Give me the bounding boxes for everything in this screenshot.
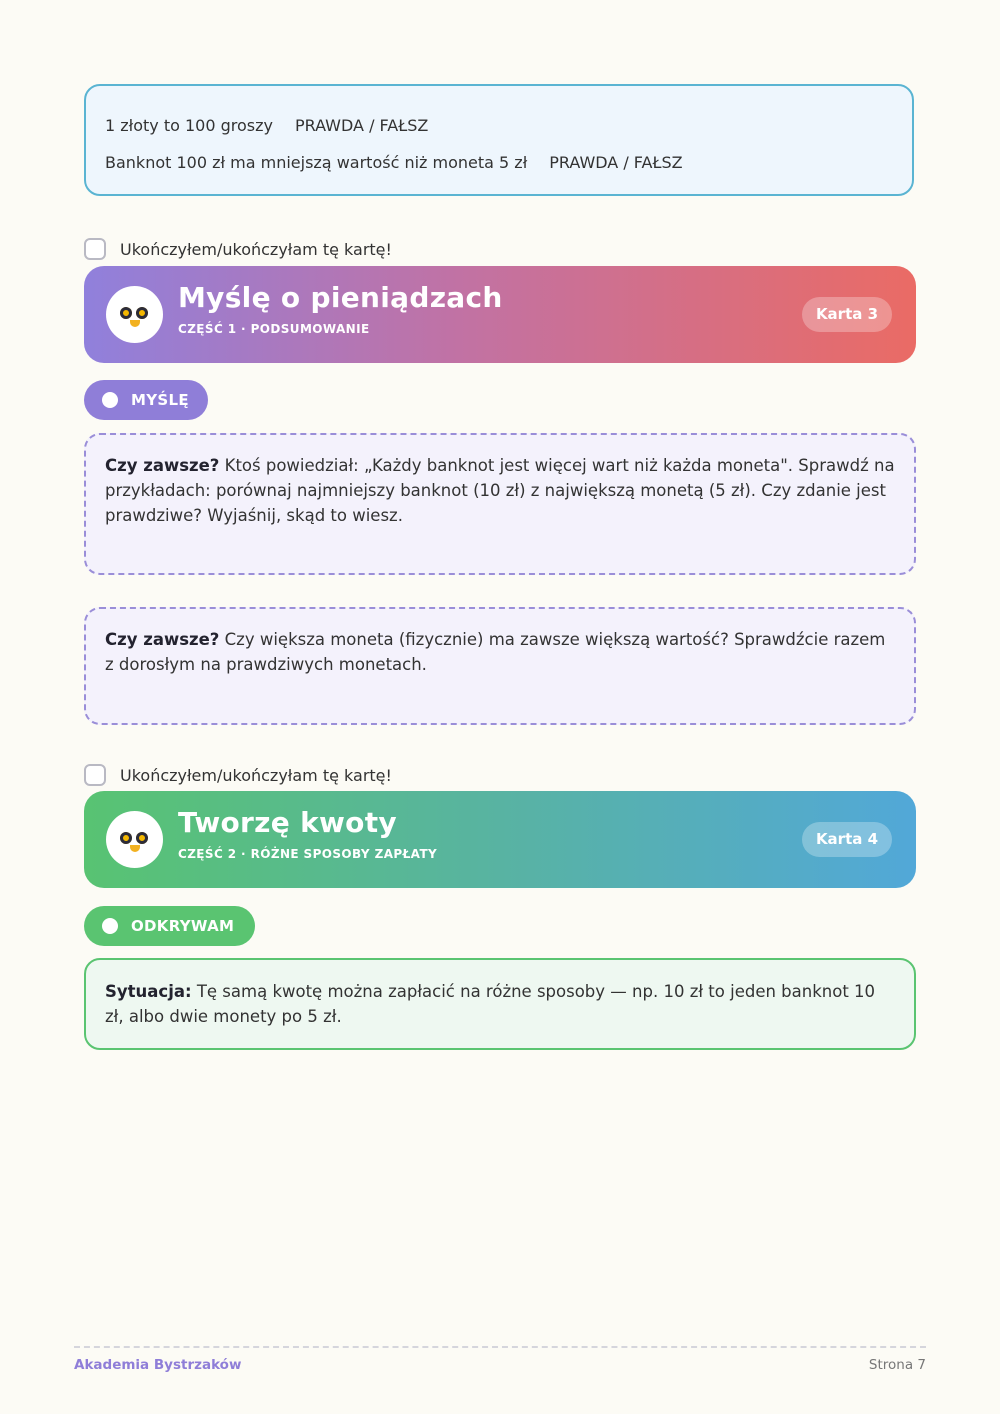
card-subtitle: CZĘŚĆ 1 · PODSUMOWANIE (178, 322, 370, 336)
card-title: Tworzę kwoty (178, 806, 397, 839)
tag-dot-icon (102, 918, 118, 934)
question-box (84, 433, 916, 575)
card-complete-row (84, 762, 392, 788)
question-text: Czy większa moneta (fizycznie) ma zawsze większą wartość? Sprawdźcie razem z dorosłym na prawdziwych monetach. (105, 630, 886, 674)
question-lead: Czy zawsze? (105, 630, 220, 649)
true-false-box (84, 84, 914, 196)
card-subtitle: CZĘŚĆ 2 · RÓŻNE SPOSOBY ZAPŁATY (178, 847, 438, 861)
question-text: Ktoś powiedział: „Każdy banknot jest więcej wart niż każda moneta". Sprawdź na przykładach: porównaj najmniejszy banknot (10 zł) z największą monetą (5 zł). Czy zdanie jest prawdziwe? Wyjaśnij, skąd to wiesz. (105, 456, 895, 525)
statement-text: 1 złoty to 100 groszy (105, 116, 273, 135)
card-title: Myślę o pieniądzach (178, 281, 503, 314)
completion-label: Ukończyłem/ukończyłam tę kartę! (120, 239, 392, 259)
section-tag-label: MYŚLĘ (131, 391, 189, 409)
card-header-banner (84, 266, 916, 363)
page-number: Strona 7 (868, 1357, 926, 1373)
true-false-answer[interactable]: PRAWDA / FAŁSZ (294, 116, 429, 135)
footer-brand: Akademia Bystrzaków (74, 1357, 242, 1373)
statement-text: Banknot 100 zł ma mniejszą wartość niż moneta 5 zł (105, 153, 528, 172)
situation-lead: Sytuacja: (105, 982, 192, 1001)
card-complete-row (84, 236, 392, 262)
situation-text: Tę samą kwotę można zapłacić na różne sposoby — np. 10 zł to jeden banknot 10 zł, albo dwie monety po 5 zł. (105, 982, 876, 1026)
section-tag (84, 380, 208, 420)
owl-mascot-icon (106, 286, 163, 343)
owl-mascot-icon (106, 811, 163, 868)
completion-label: Ukończyłem/ukończyłam tę kartę! (120, 765, 392, 785)
question-lead: Czy zawsze? (105, 456, 220, 475)
completion-checkbox[interactable] (84, 764, 106, 786)
card-header-banner (84, 791, 916, 888)
true-false-statement (105, 116, 428, 135)
true-false-answer[interactable]: PRAWDA / FAŁSZ (549, 153, 683, 172)
card-number-badge: Karta 4 (802, 822, 892, 857)
completion-checkbox[interactable] (84, 238, 106, 260)
footer-divider (74, 1346, 926, 1348)
situation-box (84, 958, 916, 1050)
section-tag-label: ODKRYWAM (131, 917, 235, 935)
card-number-badge: Karta 3 (802, 297, 892, 332)
true-false-statement (105, 153, 683, 172)
question-box (84, 607, 916, 725)
section-tag (84, 906, 255, 946)
tag-dot-icon (102, 392, 118, 408)
